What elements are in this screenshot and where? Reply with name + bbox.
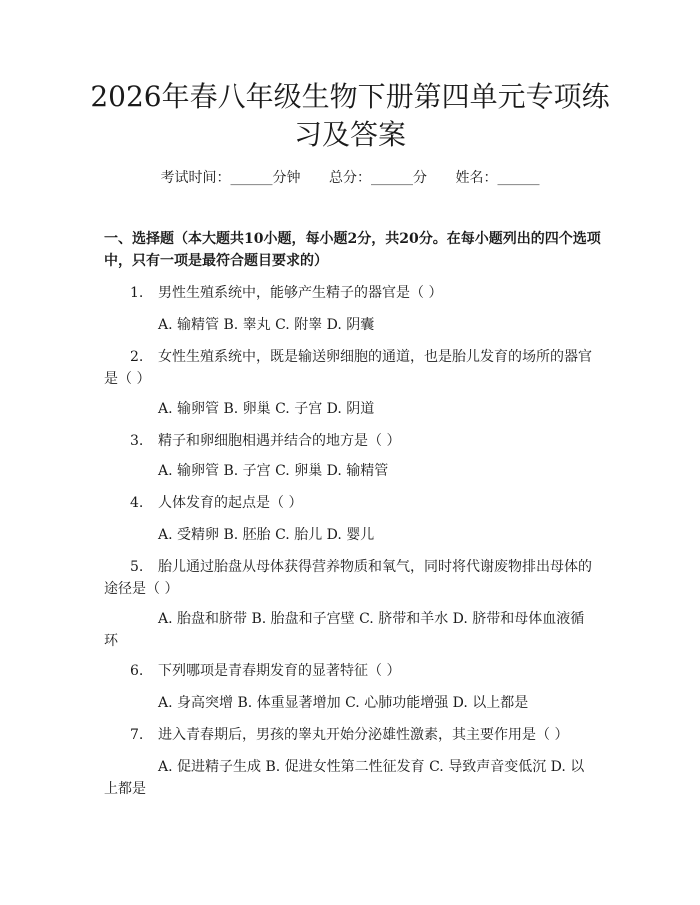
question-1-options: A. 输精管 B. 睾丸 C. 附睾 D. 阴囊 xyxy=(158,317,375,333)
question-text: 下列哪项是青春期发育的显著特征（ ） xyxy=(158,663,401,679)
page-title: 2026年春八年级生物下册第四单元专项练习及答案 xyxy=(90,80,610,151)
question-7-options: A. 促进精子生成 B. 促进女性第二性征发育 C. 导致声音变低沉 D. 以上都是 xyxy=(104,759,585,797)
question-6 xyxy=(104,660,596,682)
question-4 xyxy=(104,492,596,514)
question-1 xyxy=(104,282,596,304)
question-text: 女性生殖系统中，既是输送卵细胞的通道，也是胎儿发育的场所的器官是（ ） xyxy=(104,349,592,387)
question-text: 男性生殖系统中，能够产生精子的器官是（ ） xyxy=(158,285,443,301)
section-heading: 一、选择题（本大题共10小题，每小题2分，共20分。在每小题列出的四个选项中，只有一项是最符合题目要求的） xyxy=(104,231,601,269)
student-name-field: 姓名：______ xyxy=(455,170,540,186)
question-6-options: A. 身高突增 B. 体重显著增加 C. 心肺功能增强 D. 以上都是 xyxy=(158,695,529,711)
question-2-options: A. 输卵管 B. 卵巢 C. 子宫 D. 阴道 xyxy=(158,401,375,417)
question-number: 5. xyxy=(130,559,144,575)
question-text: 胎儿通过胎盘从母体获得营养物质和氧气，同时将代谢废物排出母体的途径是（ ） xyxy=(104,559,592,597)
exam-time-field: 考试时间：______分钟 xyxy=(160,170,301,186)
question-number: 3. xyxy=(130,433,144,449)
question-2 xyxy=(104,346,596,390)
question-3 xyxy=(104,430,596,452)
question-number: 2. xyxy=(130,349,144,365)
question-text: 精子和卵细胞相遇并结合的地方是（ ） xyxy=(158,433,401,449)
total-score-field: 总分：______分 xyxy=(329,170,427,186)
question-number: 1. xyxy=(130,285,144,301)
question-4-options: A. 受精卵 B. 胚胎 C. 胎儿 D. 婴儿 xyxy=(158,527,375,543)
question-5-options: A. 胎盘和脐带 B. 胎盘和子宫壁 C. 脐带和羊水 D. 脐带和母体血液循环 xyxy=(104,611,585,649)
question-number: 6. xyxy=(130,663,144,679)
question-7 xyxy=(104,724,596,746)
question-number: 4. xyxy=(130,495,144,511)
question-5 xyxy=(104,556,596,600)
question-3-options: A. 输卵管 B. 子宫 C. 卵巢 D. 输精管 xyxy=(158,463,389,479)
question-text: 人体发育的起点是（ ） xyxy=(158,495,303,511)
question-number: 7. xyxy=(130,727,144,743)
question-text: 进入青春期后，男孩的睾丸开始分泌雄性激素，其主要作用是（ ） xyxy=(158,727,569,743)
exam-info-line xyxy=(0,168,700,188)
